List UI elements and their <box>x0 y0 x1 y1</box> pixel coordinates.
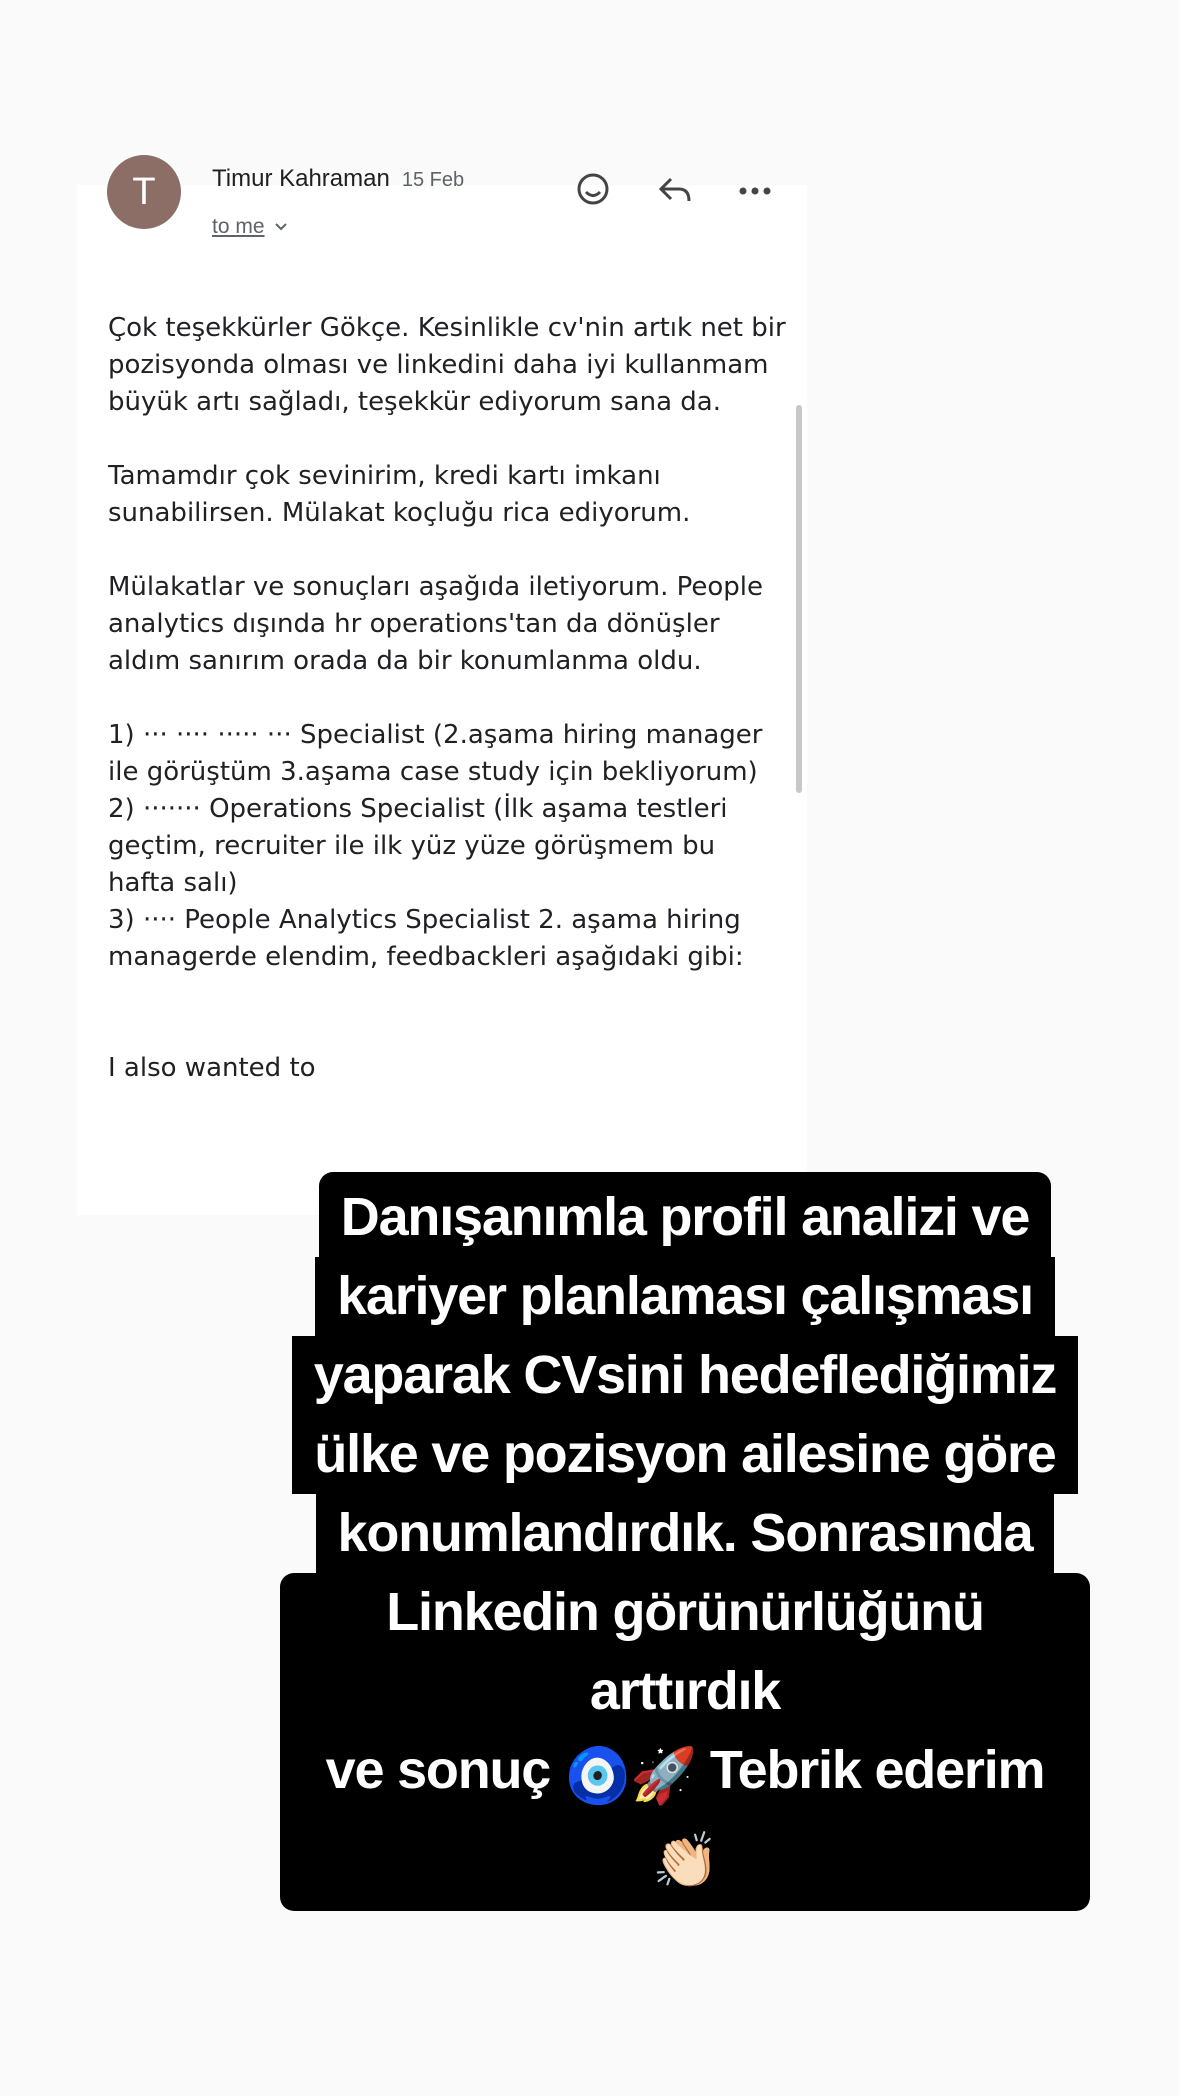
caption-line: ülke ve pozisyon ailesine göre <box>292 1415 1077 1494</box>
interview-item: 3) ···· People Analytics Specialist 2. aşama hiring managerde elendim, feedbackleri aşağıdaki gibi: <box>108 905 744 972</box>
interview-item: 2) ······· Operations Specialist (İlk aşama testleri geçtim, recruiter ile ilk yüz yüze görüşmem bu hafta salı) <box>108 794 728 898</box>
story-caption <box>280 1172 1090 1911</box>
scrollbar[interactable] <box>796 405 802 793</box>
email-paragraph: Tamamdır çok sevinirim, kredi kartı imkanı sunabilirsen. Mülakat koçluğu rica ediyorum. <box>108 461 691 528</box>
caption-line: Linkedin görünürlüğünü arttırdık <box>280 1573 1090 1731</box>
sender-avatar[interactable]: T <box>107 155 181 229</box>
email-paragraph: Çok teşekkürler Gökçe. Kesinlikle cv'nin artık net bir pozisyonda olması ve linkedini daha iyi kullanmam büyük artı sağladı, teşekkür ediyorum sana da. <box>108 313 786 417</box>
caption-text: ve sonuç <box>325 1740 551 1800</box>
sender-name[interactable]: Timur Kahraman <box>212 165 390 192</box>
sender-header <box>212 165 464 193</box>
more-options-icon[interactable] <box>735 171 775 211</box>
email-trailing-line: I also wanted to <box>108 1053 316 1083</box>
nazar-rocket-emoji-icon: 🧿🚀 <box>563 1746 697 1806</box>
email-body <box>108 310 788 1087</box>
clapping-hands-icon: 👏🏻 <box>651 1831 719 1891</box>
reply-icon[interactable] <box>655 171 695 211</box>
caption-line: konumlandırdık. Sonrasında <box>316 1494 1055 1573</box>
recipient-toggle[interactable] <box>212 215 289 239</box>
caption-line-last <box>280 1731 1090 1911</box>
caption-line: Danışanımla profil analizi ve <box>319 1172 1051 1257</box>
email-date: 15 Feb <box>401 169 465 191</box>
recipient-label: to me <box>212 215 265 238</box>
interview-item: 1) ··· ···· ····· ··· Specialist (2.aşama hiring manager ile görüştüm 3.aşama case study için bekliyorum) <box>108 720 763 787</box>
emoji-reaction-icon[interactable] <box>573 171 613 211</box>
chevron-down-icon <box>273 219 289 235</box>
caption-line: yaparak CVsini hedeflediğimiz <box>292 1336 1078 1415</box>
caption-text: Tebrik ederim <box>709 1740 1045 1800</box>
email-paragraph: Mülakatlar ve sonuçları aşağıda iletiyorum. People analytics dışında hr operations'tan da dönüşler aldım sanırım orada da bir konumlanma oldu. <box>108 572 763 676</box>
email-card <box>77 165 807 1215</box>
caption-line: kariyer planlaması çalışması <box>315 1257 1055 1336</box>
